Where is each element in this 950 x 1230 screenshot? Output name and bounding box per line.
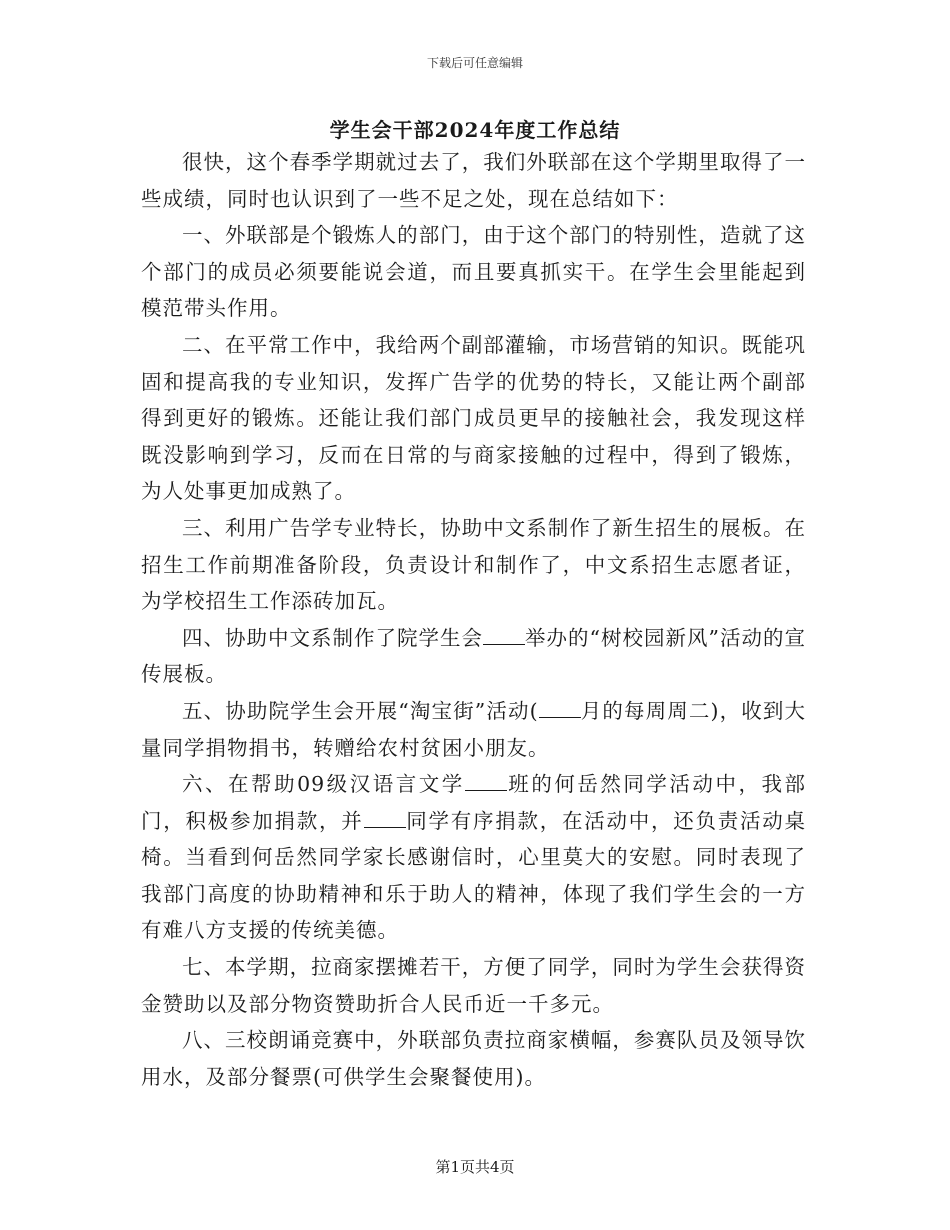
paragraph-intro xyxy=(141,144,806,217)
paragraph-text: 一、外联部是个锻炼人的部门，由于这个部门的特别性，造就了这个部门的成员必须要能说会道，而且要真抓实干。在学生会里能起到模范带头作用。 xyxy=(141,223,806,321)
paragraph-item-3 xyxy=(141,510,806,620)
paragraph-item-5 xyxy=(141,693,806,766)
paragraph-text: 七、本学期，拉商家摆摊若干，方便了同学，同时为学生会获得资金赞助以及部分物资赞助折合人民币近一千多元。 xyxy=(141,955,806,1016)
fill-in-blank xyxy=(539,699,581,718)
paragraph-text: 八、三校朗诵竞赛中，外联部负责拉商家横幅，参赛队员及领导饮用水，及部分餐票(可供学生会聚餐使用)。 xyxy=(141,1028,806,1089)
document-body xyxy=(141,144,806,1095)
page-indicator: 第1页共4页 xyxy=(435,1158,515,1176)
paragraph-item-1 xyxy=(141,217,806,327)
paragraph-text: 班的何岳然同学活动中，我部门，积极参加捐款，并 xyxy=(141,772,806,833)
paragraph-item-8 xyxy=(141,1022,806,1095)
document-title: 学生会干部2024年度工作总结 xyxy=(329,118,621,142)
paragraph-item-4 xyxy=(141,620,806,693)
paragraph-text: 六、在帮助09级汉语言文学 xyxy=(182,772,465,797)
paragraph-text: 同学有序捐款，在活动中，还负责活动桌椅。当看到何岳然同学家长感谢信时，心里莫大的安慰。同时表现了我部门高度的协助精神和乐于助人的精神，体现了我们学生会的一方有难八方支援的传统美德。 xyxy=(141,808,806,943)
paragraph-text: 五、协助院学生会开展“淘宝街”活动( xyxy=(182,698,539,723)
fill-in-blank xyxy=(465,772,507,791)
paragraph-item-2 xyxy=(141,327,806,510)
fill-in-blank xyxy=(483,626,525,645)
paragraph-text: 月的每周周二)，收到大量同学捐物捐书，转赠给农村贫困小朋友。 xyxy=(141,698,806,760)
download-note: 下载后可任意编辑 xyxy=(426,56,523,70)
paragraph-item-6 xyxy=(141,766,806,949)
paragraph-text: 三、利用广告学专业特长，协助中文系制作了新生招生的展板。在招生工作前期准备阶段，负责设计和制作了，中文系招生志愿者证，为学校招生工作添砖加瓦。 xyxy=(141,515,806,614)
paragraph-item-7 xyxy=(141,949,806,1022)
fill-in-blank xyxy=(364,809,406,828)
paragraph-text: 二、在平常工作中，我给两个副部灌输，市场营销的知识。既能巩固和提高我的专业知识，发挥广告学的优势的特长，又能让两个副部得到更好的锻炼。还能让我们部门成员更早的接触社会，我发现这样既没影响到学习，反而在日常的与商家接触的过程中，得到了锻炼，为人处事更加成熟了。 xyxy=(141,332,806,504)
paragraph-text: 举办的“树校园新风”活动的宣传展板。 xyxy=(141,625,806,687)
paragraph-text: 很快，这个春季学期就过去了，我们外联部在这个学期里取得了一些成绩，同时也认识到了一些不足之处，现在总结如下： xyxy=(141,150,806,211)
paragraph-text: 四、协助中文系制作了院学生会 xyxy=(182,625,484,650)
